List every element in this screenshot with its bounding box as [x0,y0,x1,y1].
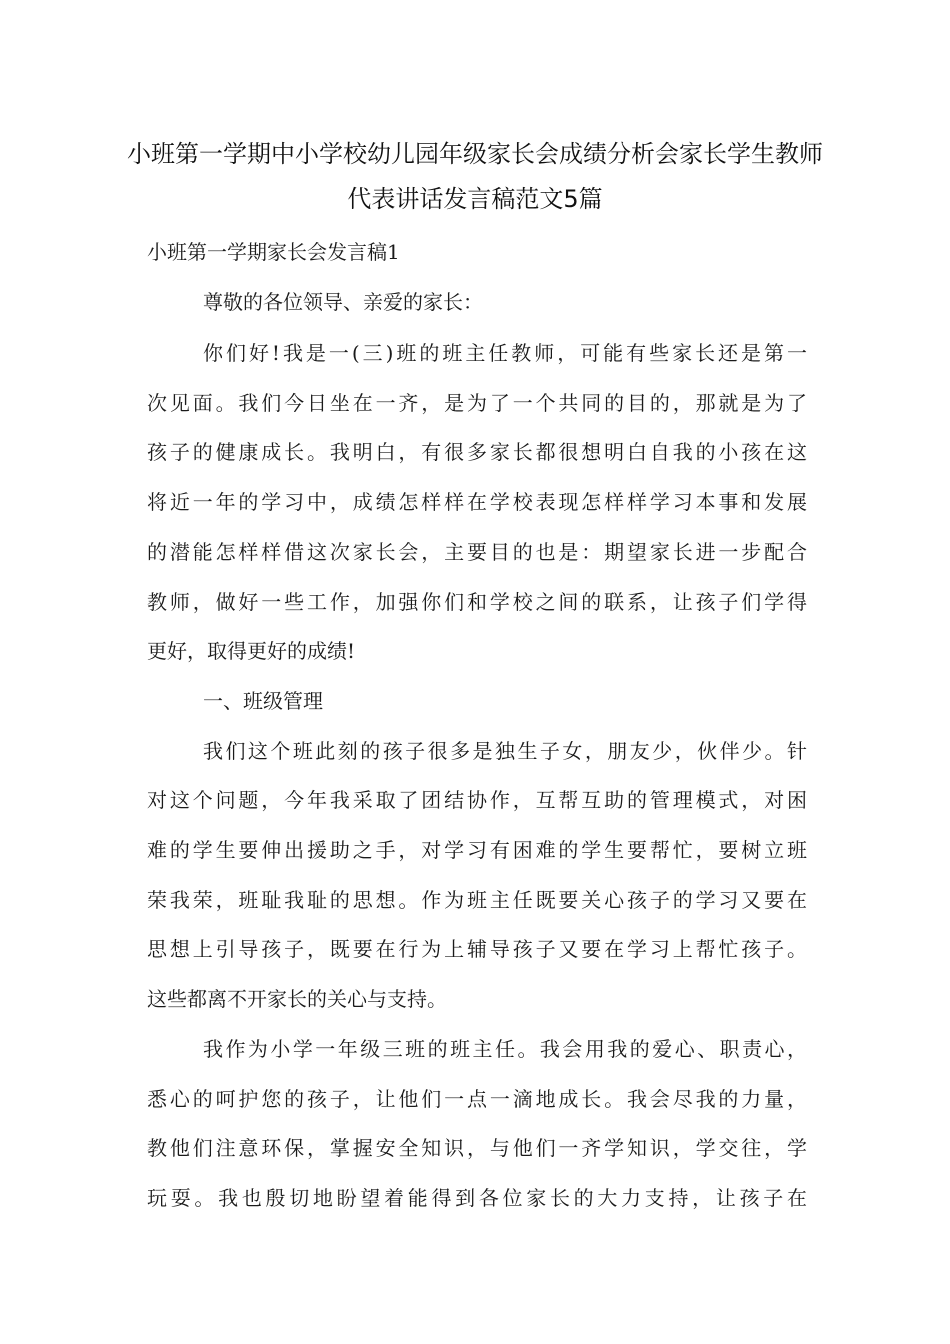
paragraph-line: 次见面。我们今日坐在一齐，是为了一个共同的目的，那就是为了 [147,391,807,415]
paragraph-line: 教他们注意环保，掌握安全知识，与他们一齐学知识，学交往，学 [147,1136,807,1160]
paragraph-line: 你们好!我是一(三)班的班主任教师，可能有些家长还是第一 [203,341,807,365]
paragraph-line: 将近一年的学习中，成绩怎样样在学校表现怎样样学习本事和发展 [147,490,807,514]
paragraph-line: 这些都离不开家长的关心与支持。 [147,987,447,1011]
paragraph-line: 我作为小学一年级三班的班主任。我会用我的爱心、职责心， [203,1037,807,1061]
paragraph-line: 对这个问题，今年我采取了团结协作，互帮互助的管理模式，对困 [147,788,807,812]
document-title-line-1: 小班第一学期中小学校幼儿园年级家长会成绩分析会家长学生教师 [127,140,823,168]
paragraph-line: 教师，做好一些工作，加强你们和学校之间的联系，让孩子们学得 [147,590,807,614]
document-title-line-2: 代表讲话发言稿范文5篇 [347,185,603,213]
salutation: 尊敬的各位领导、亲爱的家长： [203,290,483,314]
paragraph-line: 更好，取得更好的成绩! [147,639,356,663]
subsection-heading: 一、班级管理 [203,689,323,713]
paragraph-line: 的潜能怎样样借这次家长会，主要目的也是：期望家长进一步配合 [147,540,807,564]
paragraph-line: 我们这个班此刻的孩子很多是独生子女，朋友少，伙伴少。针 [203,739,807,763]
paragraph-line: 思想上引导孩子，既要在行为上辅导孩子又要在学习上帮忙孩子。 [147,937,807,961]
paragraph-line: 难的学生要伸出援助之手，对学习有困难的学生要帮忙，要树立班 [147,838,807,862]
section-heading: 小班第一学期家长会发言稿1 [147,240,400,264]
paragraph-line: 荣我荣，班耻我耻的思想。作为班主任既要关心孩子的学习又要在 [147,888,807,912]
paragraph-line: 玩耍。我也殷切地盼望着能得到各位家长的大力支持，让孩子在 [147,1186,807,1210]
paragraph-line: 孩子的健康成长。我明白，有很多家长都很想明白自我的小孩在这 [147,440,807,464]
paragraph-line: 悉心的呵护您的孩子，让他们一点一滴地成长。我会尽我的力量， [147,1087,807,1111]
